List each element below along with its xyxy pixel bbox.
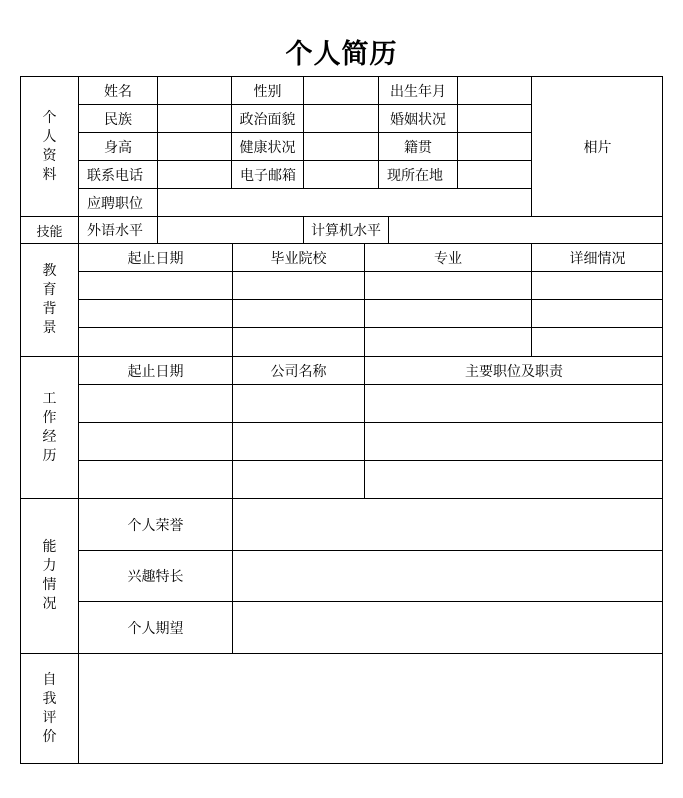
work-header-company: 公司名称 (232, 356, 364, 384)
work-header-duties: 主要职位及职责 (364, 356, 663, 384)
work-cell[interactable] (364, 384, 663, 422)
expectations-field[interactable] (232, 601, 663, 653)
height-field[interactable] (157, 132, 231, 160)
residence-field[interactable] (457, 160, 531, 188)
work-cell[interactable] (364, 422, 663, 460)
edu-cell[interactable] (364, 327, 531, 356)
edu-cell[interactable] (78, 327, 232, 356)
edu-cell[interactable] (531, 327, 663, 356)
section-ability: 能力情况 (20, 498, 78, 653)
birth-field[interactable] (457, 76, 531, 104)
gender-label: 性别 (231, 76, 303, 104)
birth-label: 出生年月 (378, 76, 457, 104)
residence-label: 现所在地 (378, 160, 457, 188)
phone-label: 联系电话 (78, 160, 157, 188)
email-field[interactable] (303, 160, 378, 188)
table-border-right (662, 76, 663, 764)
expectations-label: 个人期望 (78, 601, 232, 653)
computer-label: 计算机水平 (303, 216, 388, 243)
position-label: 应聘职位 (78, 188, 157, 216)
language-field[interactable] (157, 216, 303, 243)
honors-label: 个人荣誉 (78, 498, 232, 550)
section-education: 教育背景 (20, 243, 78, 356)
edu-header-details: 详细情况 (531, 243, 663, 271)
edu-cell[interactable] (364, 299, 531, 327)
work-cell[interactable] (232, 384, 364, 422)
name-label: 姓名 (78, 76, 157, 104)
section-personal-info: 个人资料 (20, 76, 78, 216)
edu-cell[interactable] (531, 271, 663, 299)
edu-header-school: 毕业院校 (232, 243, 364, 271)
phone-field[interactable] (157, 160, 231, 188)
marital-field[interactable] (457, 104, 531, 132)
work-cell[interactable] (364, 460, 663, 498)
work-cell[interactable] (78, 422, 232, 460)
edu-cell[interactable] (232, 299, 364, 327)
political-label: 政治面貌 (231, 104, 303, 132)
work-header-dates: 起止日期 (78, 356, 232, 384)
edu-header-major: 专业 (364, 243, 531, 271)
ethnicity-label: 民族 (78, 104, 157, 132)
marital-label: 婚姻状况 (378, 104, 457, 132)
computer-field[interactable] (388, 216, 663, 243)
edu-cell[interactable] (232, 327, 364, 356)
honors-field[interactable] (232, 498, 663, 550)
edu-cell[interactable] (232, 271, 364, 299)
photo-cell[interactable]: 相片 (531, 76, 663, 216)
origin-field[interactable] (457, 132, 531, 160)
height-label: 身高 (78, 132, 157, 160)
origin-label: 籍贯 (378, 132, 457, 160)
work-cell[interactable] (232, 422, 364, 460)
ethnicity-field[interactable] (157, 104, 231, 132)
edu-header-dates: 起止日期 (78, 243, 232, 271)
edu-cell[interactable] (78, 271, 232, 299)
hobbies-label: 兴趣特长 (78, 550, 232, 601)
section-self-evaluation: 自我评价 (20, 653, 78, 764)
gender-field[interactable] (303, 76, 378, 104)
language-label: 外语水平 (78, 216, 157, 243)
table-border-bottom (20, 763, 663, 764)
edu-cell[interactable] (531, 299, 663, 327)
edu-cell[interactable] (364, 271, 531, 299)
health-field[interactable] (303, 132, 378, 160)
self-evaluation-field[interactable] (78, 653, 663, 764)
email-label: 电子邮箱 (231, 160, 303, 188)
name-field[interactable] (157, 76, 231, 104)
position-field[interactable] (157, 188, 531, 216)
work-cell[interactable] (232, 460, 364, 498)
section-work: 工作经历 (20, 356, 78, 498)
political-field[interactable] (303, 104, 378, 132)
work-cell[interactable] (78, 384, 232, 422)
work-cell[interactable] (78, 460, 232, 498)
page-title: 个人简历 (285, 39, 398, 70)
section-skills: 技能 (20, 216, 78, 243)
health-label: 健康状况 (231, 132, 303, 160)
hobbies-field[interactable] (232, 550, 663, 601)
edu-cell[interactable] (78, 299, 232, 327)
